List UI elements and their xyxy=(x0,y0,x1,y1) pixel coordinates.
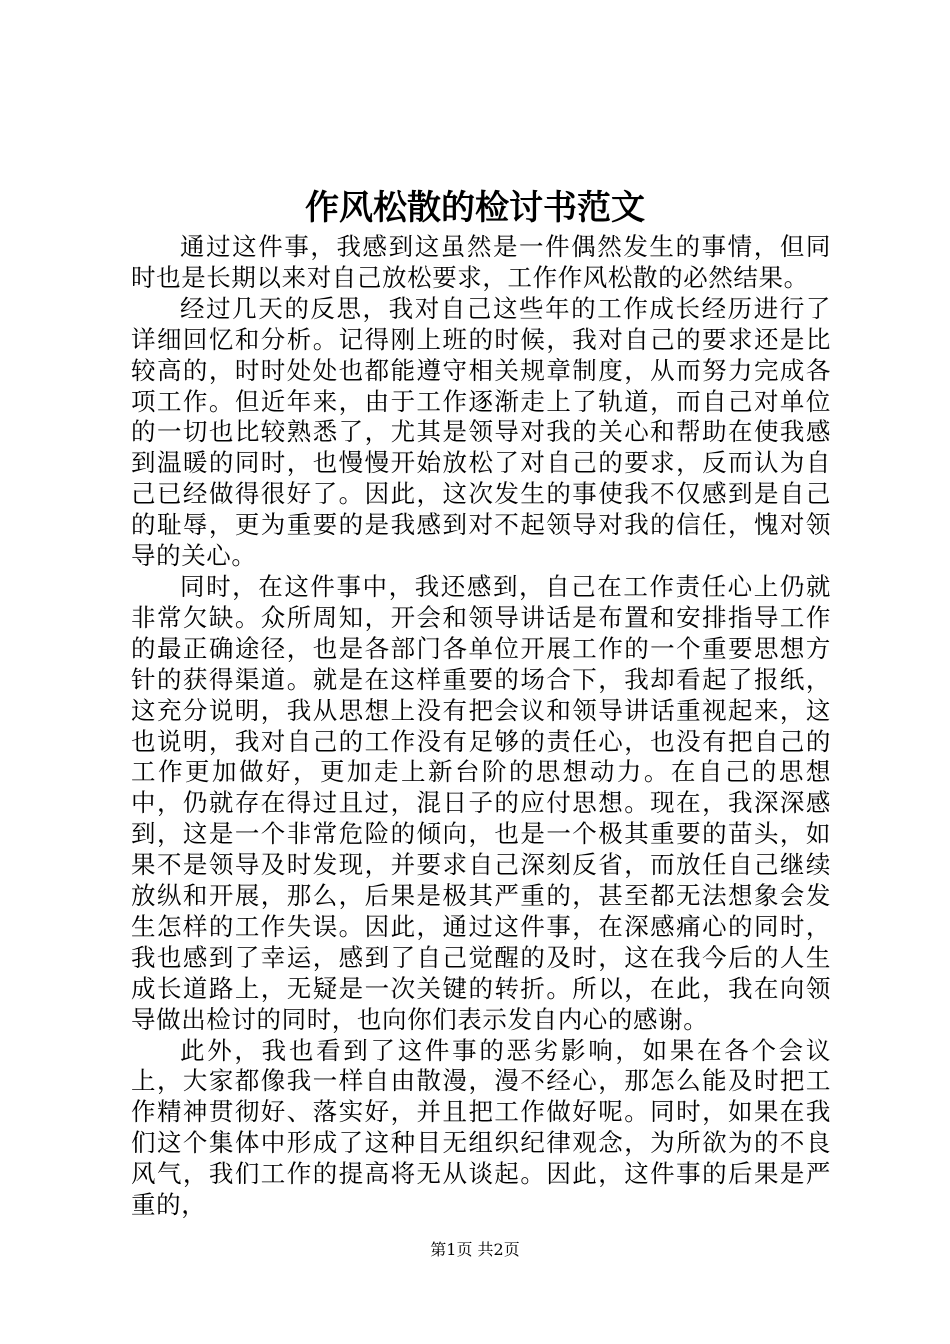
body-paragraph: 此外，我也看到了这件事的恶劣影响，如果在各个会议上，大家都像我一样自由散漫，漫不经心，那怎么能及时把工作精神贯彻好、落实好，并且把工作做好呢。同时，如果在我们这个集体中形成了这种目无组织纪律观念，为所欲为的不良风气，我们工作的提高将无从谈起。因此，这件事的后果是严重的， xyxy=(131,1035,831,1220)
body-paragraph: 通过这件事，我感到这虽然是一件偶然发生的事情，但同时也是长期以来对自己放松要求，工作作风松散的必然结果。 xyxy=(131,232,831,292)
document-body xyxy=(131,232,831,1221)
body-paragraph: 同时，在这件事中，我还感到，自己在工作责任心上仍就非常欠缺。众所周知，开会和领导讲话是布置和安排指导工作的最正确途径，也是各部门各单位开展工作的一个重要思想方针的获得渠道。就是在这样重要的场合下，我却看起了报纸，这充分说明，我从思想上没有把会议和领导讲话重视起来，这也说明，我对自己的工作没有足够的责任心，也没有把自己的工作更加做好，更加走上新台阶的思想动力。在自己的思想中，仍就存在得过且过，混日子的应付思想。现在，我深深感到，这是一个非常危险的倾向，也是一个极其重要的苗头，如果不是领导及时发现，并要求自己深刻反省，而放任自己继续放纵和开展，那么，后果是极其严重的，甚至都无法想象会发生怎样的工作失误。因此，通过这件事，在深感痛心的同时，我也感到了幸运，感到了自己觉醒的及时，这在我今后的人生成长道路上，无疑是一次关键的转折。所以，在此，我在向领导做出检讨的同时，也向你们表示发自内心的感谢。 xyxy=(131,571,831,1034)
document-title: 作风松散的检讨书范文 xyxy=(305,188,645,228)
page-number-footer: 第1页 共2页 xyxy=(430,1240,520,1259)
body-paragraph: 经过几天的反思，我对自己这些年的工作成长经历进行了详细回忆和分析。记得刚上班的时候，我对自己的要求还是比较高的，时时处处也都能遵守相关规章制度，从而努力完成各项工作。但近年来，由于工作逐渐走上了轨道，而自己对单位的一切也比较熟悉了，尤其是领导对我的关心和帮助在使我感到温暖的同时，也慢慢开始放松了对自己的要求，反而认为自己已经做得很好了。因此，这次发生的事使我不仅感到是自己的耻辱，更为重要的是我感到对不起领导对我的信任，愧对领导的关心。 xyxy=(131,293,831,571)
